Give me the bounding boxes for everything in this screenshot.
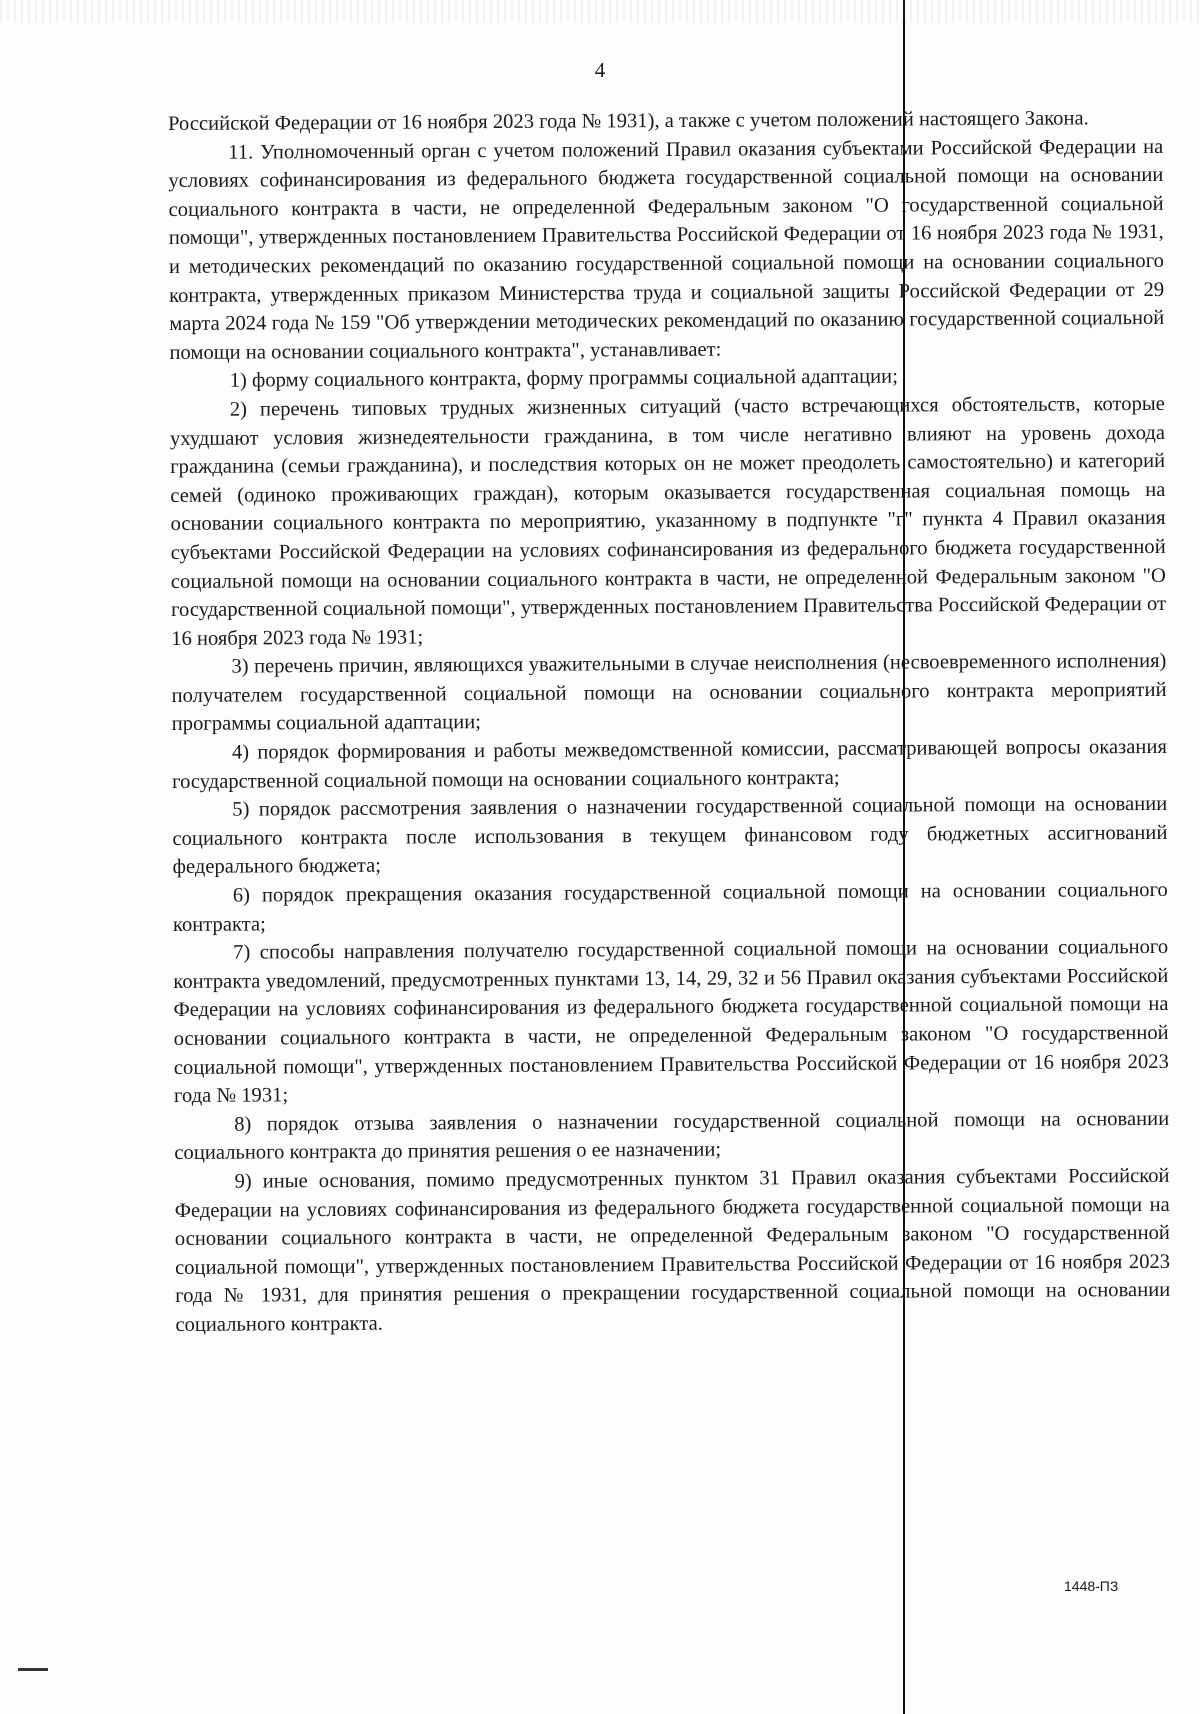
paragraph-continuation: Российской Федерации от 16 ноября 2023 года № 1931), а также с учетом положений настоящего Закона. bbox=[168, 107, 1089, 135]
page-number: 4 bbox=[594, 58, 606, 82]
list-item-7: 7) способы направления получателю государственной социальной помощи на основании социального контракта уведомлений, предусмотренных пунктами 13, 14, 29, 32 и 56 Правил оказания субъектами Российской Федерации на условиях софинансирования из федерального бюджета государственной социальной помощи на основании социального контракта в части, не определенной Федеральным законом "О государственной социальной помощи", утвержденных постановлением Правительства Российской Федерации от 16 ноября 2023 года № 1931; bbox=[173, 936, 1169, 1108]
list-item-4: 4) порядок формирования и работы межведомственной комиссии, рассматривающей вопросы оказания государственной социальной помощи на основании социального контракта; bbox=[172, 735, 1167, 793]
margin-mark bbox=[18, 1668, 48, 1671]
list-item-9: 9) иные основания, помимо предусмотренных пунктом 31 Правил оказания субъектами Российской Федерации на условиях софинансирования из федерального бюджета государственной социальной помощи на основании социального контракта в части, не определенной Федеральным законом "О государственной социальной помощи", утвержденных постановлением Правительства Российской Федерации от 16 ноября 2023 года № 1931, для принятия решения о прекращении государственной социальной помощи на основании социального контракта. bbox=[174, 1164, 1171, 1336]
list-item-3: 3) перечень причин, являющихся уважительными в случае неисполнения (несвоевременного исполнения) получателем государственной социальной помощи на основании социального контракта мероприятий программы социальной адаптации; bbox=[171, 650, 1167, 736]
list-item-8: 8) порядок отзыва заявления о назначении государственной социальной помощи на основании социального контракта до принятия решения о ее назначении; bbox=[174, 1107, 1170, 1165]
document-code: 1448-ПЗ bbox=[1064, 1578, 1119, 1594]
scan-noise-strip bbox=[0, 0, 1200, 22]
document-body bbox=[168, 104, 1170, 1340]
list-item-1: 1) форму социального контракта, форму программы социальной адаптации; bbox=[229, 365, 898, 392]
list-item-6: 6) порядок прекращения оказания государственной социальной помощи на основании социального контракта; bbox=[172, 878, 1168, 936]
paragraph-item-11: 11. Уполномоченный орган с учетом положений Правил оказания субъектами Российской Федерации на условиях софинансирования из федерального бюджета государственной социальной помощи на основании социального контракта в части, не определенной Федеральным законом "О государственной социальной помощи", утвержденных постановлением Правительства Российской Федерации от 16 ноября 2023 года № 1931, и методических рекомендаций по оказанию государственной социальной помощи на основании социального контракта, утвержденных приказом Министерства труда и социальной защиты Российской Федерации от 29 марта 2024 года № 159 "Об утверждении методических рекомендаций по оказанию государственной социальной помощи на основании социального контракта", устанавливает: bbox=[168, 135, 1165, 364]
list-item-5: 5) порядок рассмотрения заявления о назначении государственной социальной помощи на основании социального контракта после использования в текущем финансовом году бюджетных ассигнований федерального бюджета; bbox=[172, 793, 1168, 879]
list-item-2: 2) перечень типовых трудных жизненных ситуаций (часто встречающихся обстоятельств, которые ухудшают условия жизнедеятельности гражданина, в том числе негативно влияют на уровень дохода гражданина (семьи гражданина), и последствия которых он не может преодолеть самостоятельно) и категорий семей (одиноко проживающих граждан), которым оказывается государственная социальная помощь на основании социального контракта по мероприятию, указанному в подпункте "г" пункта 4 Правил оказания субъектами Российской Федерации на условиях софинансирования из федерального бюджета государственной социальной помощи на основании социального контракта в части, не определенной Федеральным законом "О государственной социальной помощи", утвержденных постановлением Правительства Российской Федерации от 16 ноября 2023 года № 1931; bbox=[169, 392, 1167, 650]
